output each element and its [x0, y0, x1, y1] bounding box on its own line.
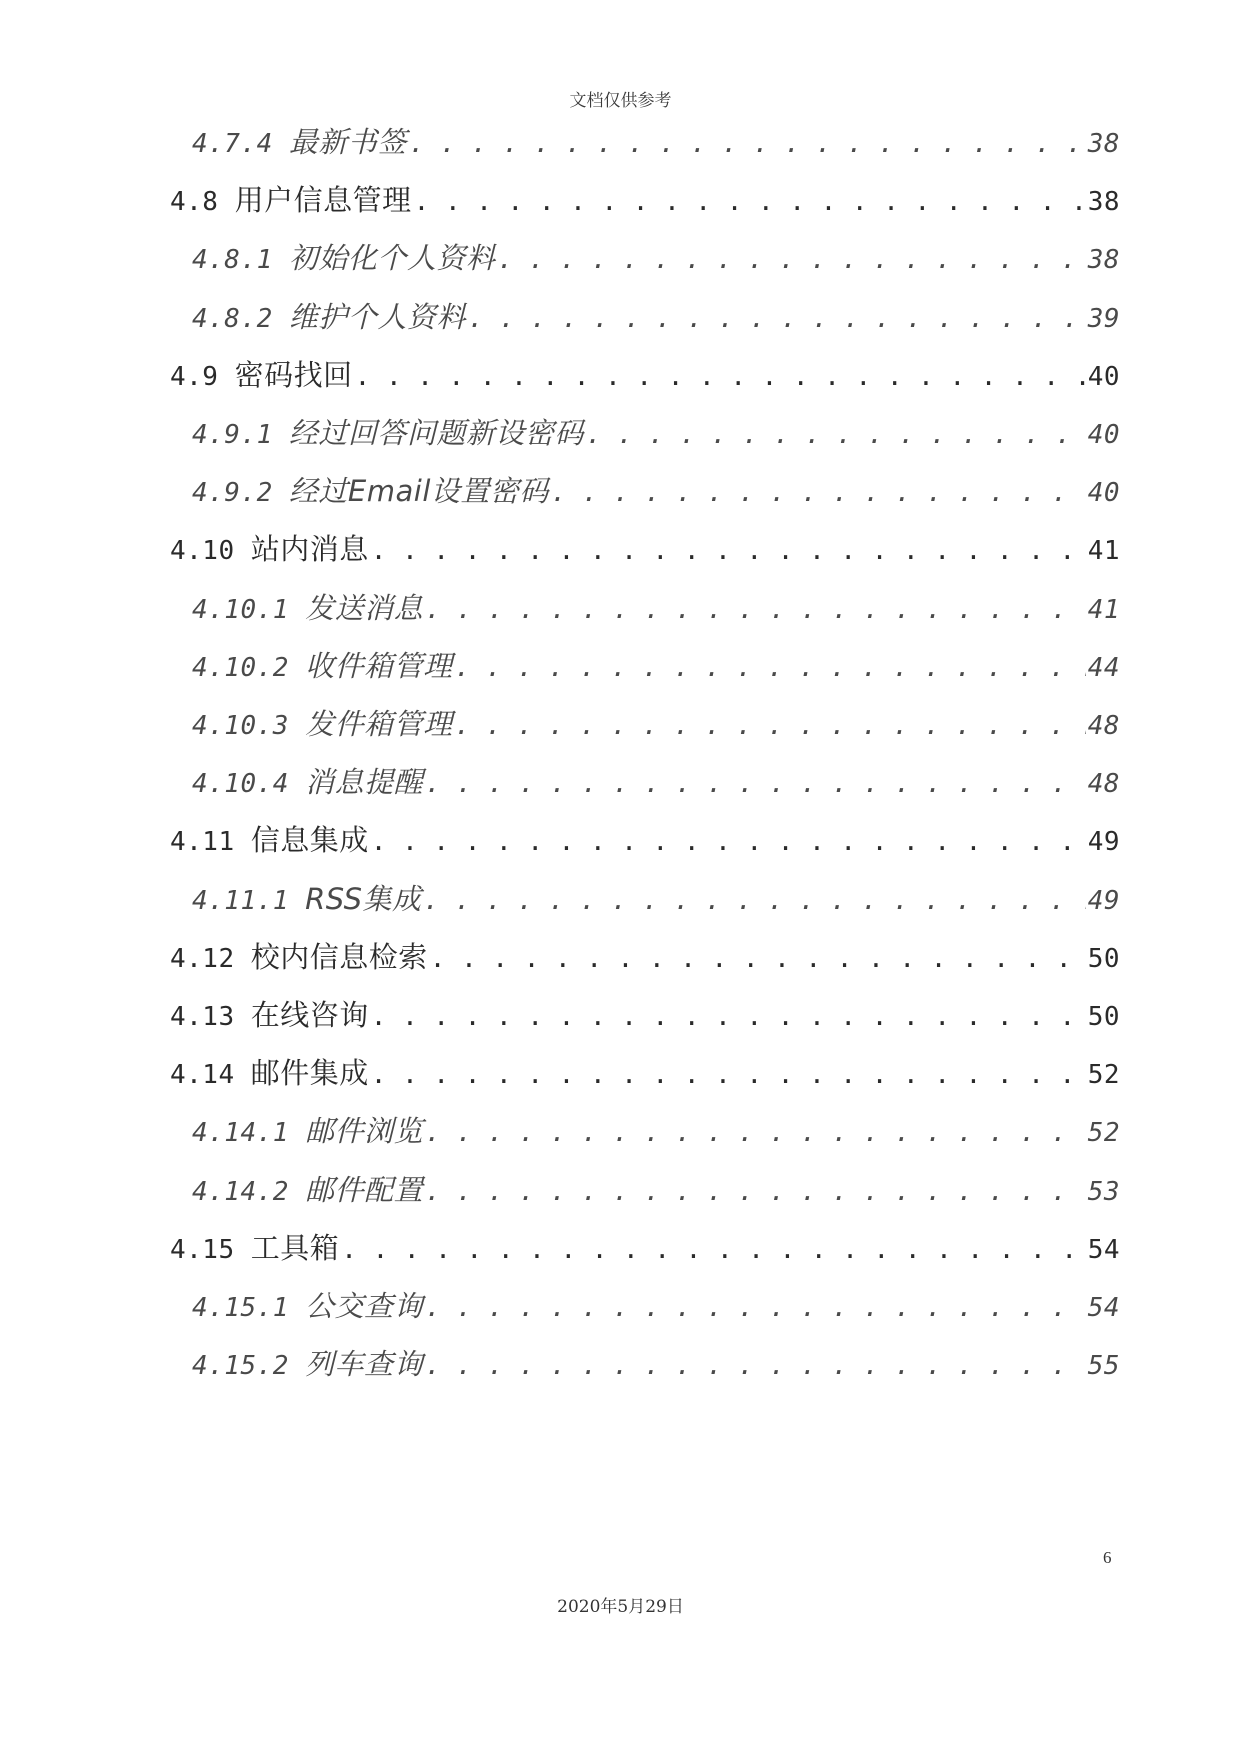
toc-entry-title: 密码找回 — [234, 357, 353, 392]
toc-entry-page: 52 — [1087, 1060, 1120, 1091]
toc-entry-number: 4.8 — [170, 187, 235, 218]
toc-leader-dots — [371, 1060, 1086, 1090]
toc-leader-dots — [430, 944, 1086, 974]
toc-leader-dots — [341, 1235, 1085, 1265]
toc-entry-title: 列车查询 — [305, 1347, 424, 1382]
toc-entry[interactable] — [170, 1051, 1120, 1091]
toc-entry-title: 在线咨询 — [250, 998, 369, 1032]
toc-entry-title: 邮件集成 — [250, 1056, 369, 1091]
toc-entry-page: 52 — [1087, 1118, 1120, 1149]
toc-leader-dots — [425, 769, 1086, 799]
toc-entry-title: 发件箱管理 — [305, 707, 453, 741]
toc-entry-number: 4.8.1 — [192, 245, 289, 276]
toc-entry-title: 信息集成 — [250, 823, 369, 858]
toc-entry-page: 48 — [1087, 769, 1120, 800]
toc-entry-title: 工具箱 — [250, 1230, 340, 1265]
toc-entry[interactable] — [192, 877, 1120, 917]
toc-entry-number: 4.7.4 — [192, 129, 289, 159]
toc-entry-title: 邮件浏览 — [305, 1114, 424, 1149]
toc-entry-number: 4.11 — [170, 827, 251, 858]
toc-entry-page: 53 — [1087, 1176, 1120, 1207]
toc-entry-title: 站内消息 — [250, 532, 369, 567]
toc-entry-page: 40 — [1087, 361, 1120, 392]
toc-leader-dots — [455, 711, 1086, 741]
toc-leader-dots — [425, 1351, 1086, 1381]
toc-entry-number: 4.10.2 — [192, 652, 306, 683]
toc-entry-title: 用户信息管理 — [234, 183, 412, 218]
toc-leader-dots — [455, 653, 1086, 683]
toc-entry-page: 38 — [1087, 129, 1120, 159]
toc-entry[interactable] — [170, 818, 1120, 858]
toc-entry-number: 4.15 — [170, 1234, 251, 1265]
toc-leader-dots — [468, 304, 1086, 334]
toc-entry-number: 4.9.1 — [192, 420, 289, 450]
toc-leader-dots — [371, 536, 1086, 566]
toc-entry[interactable] — [170, 353, 1120, 393]
toc-entry[interactable] — [192, 295, 1120, 335]
toc-entry-title: 邮件配置 — [305, 1172, 424, 1207]
toc-leader-dots — [551, 478, 1086, 508]
toc-entry-number: 4.14 — [170, 1060, 251, 1091]
toc-entry[interactable] — [170, 527, 1120, 567]
page-header: 文档仅供参考 — [569, 91, 672, 111]
toc-entry-page: 48 — [1087, 711, 1120, 741]
toc-entry-page: 55 — [1087, 1351, 1120, 1382]
toc-leader-dots — [409, 129, 1086, 159]
toc-entry-title: 经过回答问题新设密码 — [288, 416, 584, 450]
toc-entry-page: 54 — [1087, 1293, 1120, 1323]
toc-entry-number: 4.9.2 — [192, 478, 289, 509]
toc-entry-number: 4.14.1 — [192, 1118, 306, 1149]
toc-entry[interactable] — [192, 120, 1120, 160]
toc-entry-number: 4.8.2 — [192, 303, 289, 334]
toc-entry-title: RSS集成 — [305, 881, 422, 916]
toc-entry-title: 收件箱管理 — [305, 648, 453, 683]
toc-entry[interactable] — [170, 1226, 1120, 1266]
toc-entry-page: 40 — [1087, 478, 1120, 509]
toc-entry[interactable] — [192, 586, 1120, 626]
toc-leader-dots — [371, 827, 1086, 857]
toc-leader-dots — [424, 886, 1086, 916]
toc-entry-page: 49 — [1087, 885, 1120, 916]
toc-leader-dots — [497, 245, 1085, 275]
toc-leader-dots — [425, 1293, 1086, 1323]
toc-entry-page: 54 — [1087, 1234, 1120, 1265]
toc-entry[interactable] — [170, 993, 1120, 1033]
toc-entry-number: 4.15.1 — [192, 1293, 306, 1323]
toc-entry-title: 公交查询 — [305, 1289, 424, 1323]
toc-entry-number: 4.10 — [170, 536, 251, 567]
toc-entry-page: 40 — [1087, 420, 1120, 450]
toc-entry-number: 4.11.1 — [192, 885, 306, 916]
toc-entry-title: 发送消息 — [305, 590, 424, 625]
toc-entry-number: 4.10.1 — [192, 594, 306, 625]
toc-entry-number: 4.15.2 — [192, 1351, 306, 1382]
toc-entry-number: 4.13 — [170, 1002, 251, 1032]
toc-entry-number: 4.9 — [170, 361, 235, 392]
toc-entry-page: 41 — [1087, 594, 1120, 625]
toc-entry[interactable] — [192, 469, 1120, 509]
toc-entry[interactable] — [170, 178, 1120, 218]
toc-leader-dots — [371, 1002, 1086, 1032]
toc-entry-page: 50 — [1087, 1002, 1120, 1032]
toc-entry-page: 49 — [1087, 827, 1120, 858]
toc-leader-dots — [425, 1118, 1086, 1148]
toc-entry-page: 38 — [1087, 187, 1120, 218]
toc-entry[interactable] — [192, 1168, 1120, 1208]
toc-entry-page: 50 — [1087, 943, 1120, 974]
toc-leader-dots — [414, 187, 1086, 217]
toc-entry-title: 最新书签 — [288, 125, 407, 159]
toc-entry-title: 初始化个人资料 — [288, 241, 496, 276]
toc-entry[interactable] — [192, 1109, 1120, 1149]
toc-entry[interactable] — [192, 1284, 1120, 1324]
page-footer-date: 2020年5月29日 — [557, 1597, 684, 1617]
toc-leader-dots — [425, 1177, 1086, 1207]
toc-entry-number: 4.10.4 — [192, 769, 306, 800]
toc-entry[interactable] — [192, 411, 1120, 451]
toc-entry[interactable] — [170, 935, 1120, 975]
toc-entry-number: 4.12 — [170, 943, 251, 974]
toc-entry-title: 经过Email设置密码 — [288, 474, 549, 509]
toc-entry[interactable] — [192, 644, 1120, 684]
toc-entry[interactable] — [192, 1342, 1120, 1382]
toc-entry-page: 39 — [1087, 303, 1120, 334]
toc-entry-title: 消息提醒 — [305, 765, 424, 800]
toc-entry[interactable] — [192, 702, 1120, 742]
toc-entry[interactable] — [192, 236, 1120, 276]
toc-entry[interactable] — [192, 760, 1120, 800]
toc-entry-number: 4.10.3 — [192, 711, 306, 741]
toc-entry-title: 校内信息检索 — [250, 939, 428, 974]
toc-entry-page: 44 — [1087, 652, 1120, 683]
page-number: 6 — [1103, 1548, 1112, 1567]
toc-entry-page: 38 — [1087, 245, 1120, 276]
toc-leader-dots — [586, 420, 1086, 450]
toc-entry-title: 维护个人资料 — [288, 299, 466, 334]
toc-leader-dots — [425, 595, 1086, 625]
toc-leader-dots — [355, 362, 1086, 392]
toc-entry-page: 41 — [1087, 536, 1120, 567]
toc-entry-number: 4.14.2 — [192, 1176, 306, 1207]
